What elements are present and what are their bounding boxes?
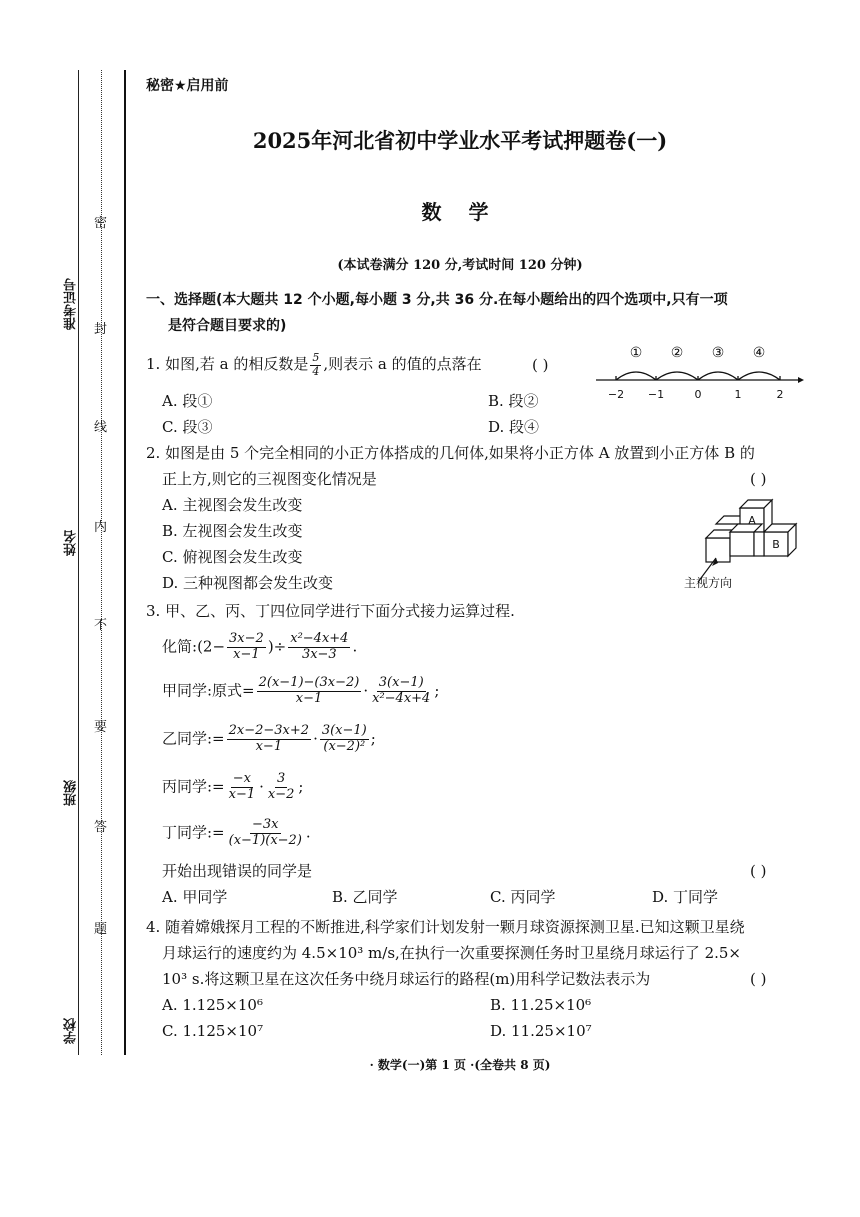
semicolon: ; xyxy=(434,681,440,700)
q1-option-b: B. 段② xyxy=(488,392,539,410)
frac-den: x−1 xyxy=(233,646,260,662)
frac-den: (x−1)(x−2) xyxy=(228,832,302,848)
q1-number-line-figure xyxy=(586,340,806,406)
segment-arc-3 xyxy=(698,372,738,380)
tick-label: 0 xyxy=(694,388,702,401)
frac-num: −3x xyxy=(252,817,279,832)
field-name-label: 姓名 xyxy=(64,530,79,556)
section-heading: 一、选择题(本大题共 12 个小题,每小题 3 分,共 36 分.在每小题给出的四个选项中,只有一项 xyxy=(146,292,728,308)
field-exam-number-label: 准考证号 xyxy=(64,278,79,330)
q4-stem-line2: 月球运行的速度约为 4.5×10³ m/s,在执行一次重要探测任务时卫星绕月球运行了 2.5× xyxy=(162,944,741,962)
exam-note: (本试卷满分 120 分,考试时间 120 分钟) xyxy=(337,258,583,273)
q3-yi-line xyxy=(162,724,376,755)
q2-answer-paren: ( ) xyxy=(750,470,767,488)
seal-char: 要 xyxy=(94,720,108,735)
q2-option-c: C. 俯视图会发生改变 xyxy=(162,548,303,566)
q2-option-a: A. 主视图会发生改变 xyxy=(162,496,303,514)
field-school-label: 学校 xyxy=(64,1018,79,1044)
q4-option-c: C. 1.125×10⁷ xyxy=(162,1022,264,1040)
frac-den: x−1 xyxy=(228,786,256,802)
frac-num: x²−4x+4 xyxy=(290,631,349,646)
q1-option-c: C. 段③ xyxy=(162,418,213,436)
frac-den: x−1 xyxy=(295,690,323,706)
segment-label-4: ④ xyxy=(752,345,766,361)
fraction xyxy=(257,676,362,707)
q2-figure-caption: 主视方向 xyxy=(684,576,733,590)
frac-den: 3x−3 xyxy=(301,646,337,662)
q3-answer-paren: ( ) xyxy=(750,862,767,880)
section-heading-cont: 是符合题目要求的) xyxy=(168,318,287,334)
simplify-label: 化简: xyxy=(162,637,198,656)
frac-num: 2x−2−3x+2 xyxy=(228,723,310,738)
frac-num: 3(x−1) xyxy=(321,723,367,738)
frac-num: 2(x−1)−(3x−2) xyxy=(258,675,360,690)
seal-char: 封 xyxy=(94,322,108,337)
semicolon: ; xyxy=(298,777,304,796)
yi-label: 乙同学:= xyxy=(162,729,225,748)
q1-stem-b: ,则表示 a 的值的点落在 xyxy=(323,355,482,374)
q3-simplify-line xyxy=(162,632,357,663)
q1-stem xyxy=(146,352,482,378)
seal-char: 答 xyxy=(94,820,108,835)
cube-front xyxy=(706,538,730,562)
q2-option-d: D. 三种视图都会发生改变 xyxy=(162,574,334,592)
q3-option-c: C. 丙同学 xyxy=(490,888,556,906)
segment-label-3: ③ xyxy=(711,345,725,361)
cube-a-label: A xyxy=(748,514,756,527)
frac-num: 3 xyxy=(277,771,286,786)
frac-den: x²−4x+4 xyxy=(372,690,431,706)
frac-num: −x xyxy=(232,771,251,786)
cube-front xyxy=(754,532,764,556)
segment-arc-2 xyxy=(656,372,698,380)
q4-stem-line1: 4. 随着嫦娥探月工程的不断推进,科学家们计划发射一颗月球资源探测卫星.已知这颗卫星绕 xyxy=(146,918,745,936)
q4-option-d: D. 11.25×10⁷ xyxy=(490,1022,592,1040)
jia-label: 甲同学:原式= xyxy=(162,681,255,700)
arrow-head xyxy=(798,377,804,383)
simplify-div: )÷ xyxy=(267,637,287,656)
frac-den: x−2 xyxy=(267,786,295,802)
tick-label: −2 xyxy=(607,388,625,401)
seal-char: 密 xyxy=(94,216,108,231)
seal-char: 内 xyxy=(94,520,108,535)
fraction xyxy=(227,632,266,663)
page-footer: · 数学(一)第 1 页 ·(全卷共 8 页) xyxy=(369,1058,551,1072)
q1-fraction xyxy=(310,352,321,378)
field-class-label: 班级 xyxy=(64,780,79,806)
q4-answer-paren: ( ) xyxy=(750,970,767,988)
segment-arc-4 xyxy=(738,372,780,380)
dot: · xyxy=(363,681,369,700)
q1-frac-num: 5 xyxy=(312,351,320,364)
q1-answer-paren: ( ) xyxy=(532,356,549,374)
q3-question: 开始出现错误的同学是 xyxy=(162,862,313,880)
tick-label: 1 xyxy=(734,388,742,401)
fraction xyxy=(320,724,369,755)
semicolon: ; xyxy=(370,729,376,748)
subject-title: 数 学 xyxy=(421,200,499,224)
segment-label-2: ② xyxy=(670,345,684,361)
fraction xyxy=(227,724,311,755)
q1-stem-a: 1. 如图,若 a 的相反数是 xyxy=(146,355,309,374)
q3-ding-line xyxy=(162,818,311,849)
q3-bing-line xyxy=(162,772,303,803)
period: . xyxy=(352,637,358,656)
q3-jia-line xyxy=(162,676,439,707)
q2-stem-line2: 正上方,则它的三视图变化情况是 xyxy=(162,470,377,488)
q3-stem: 3. 甲、乙、丙、丁四位同学进行下面分式接力运算过程. xyxy=(146,602,515,620)
ding-label: 丁同学:= xyxy=(162,823,225,842)
simplify-open: (2− xyxy=(197,637,226,656)
q2-stem-line1: 2. 如图是由 5 个完全相同的小正方体搭成的几何体,如果将小正方体 A 放置到小正方体 B 的 xyxy=(146,444,755,462)
q3-option-b: B. 乙同学 xyxy=(332,888,398,906)
fraction xyxy=(370,676,432,707)
frac-den: x−1 xyxy=(255,738,283,754)
q1-frac-den: 4 xyxy=(312,364,320,378)
q1-option-d: D. 段④ xyxy=(488,418,540,436)
tick-label: −1 xyxy=(647,388,665,401)
q3-option-d: D. 丁同学 xyxy=(652,888,719,906)
secret-mark: 秘密★启用前 xyxy=(146,78,229,94)
bing-label: 丙同学:= xyxy=(162,777,225,796)
fraction xyxy=(227,818,304,849)
frac-num: 3(x−1) xyxy=(378,675,424,690)
segment-label-1: ① xyxy=(629,345,643,361)
tick-label: 2 xyxy=(776,388,784,401)
frac-num: 3x−2 xyxy=(229,631,264,646)
fraction xyxy=(266,772,297,803)
period: . xyxy=(305,823,311,842)
fraction xyxy=(288,632,350,663)
cube-b-label: B xyxy=(772,538,780,551)
q2-option-b: B. 左视图会发生改变 xyxy=(162,522,303,540)
q4-option-a: A. 1.125×10⁶ xyxy=(162,996,263,1014)
q1-option-a: A. 段① xyxy=(162,392,213,410)
q3-option-a: A. 甲同学 xyxy=(162,888,228,906)
seal-char: 题 xyxy=(94,922,108,937)
q4-stem-line3: 10³ s.将这颗卫星在这次任务中绕月球运行的路程(m)用科学记数法表示为 xyxy=(162,970,651,988)
dot: · xyxy=(259,777,264,796)
cube-front xyxy=(730,532,754,556)
seal-char: 不 xyxy=(94,618,108,633)
frac-den: (x−2)² xyxy=(323,738,366,754)
q4-option-b: B. 11.25×10⁶ xyxy=(490,996,592,1014)
fraction xyxy=(227,772,258,803)
dot: · xyxy=(313,729,318,748)
seal-char: 线 xyxy=(94,420,108,435)
segment-arc-1 xyxy=(616,372,656,380)
exam-title: 2025年河北省初中学业水平考试押题卷(一) xyxy=(252,128,668,153)
